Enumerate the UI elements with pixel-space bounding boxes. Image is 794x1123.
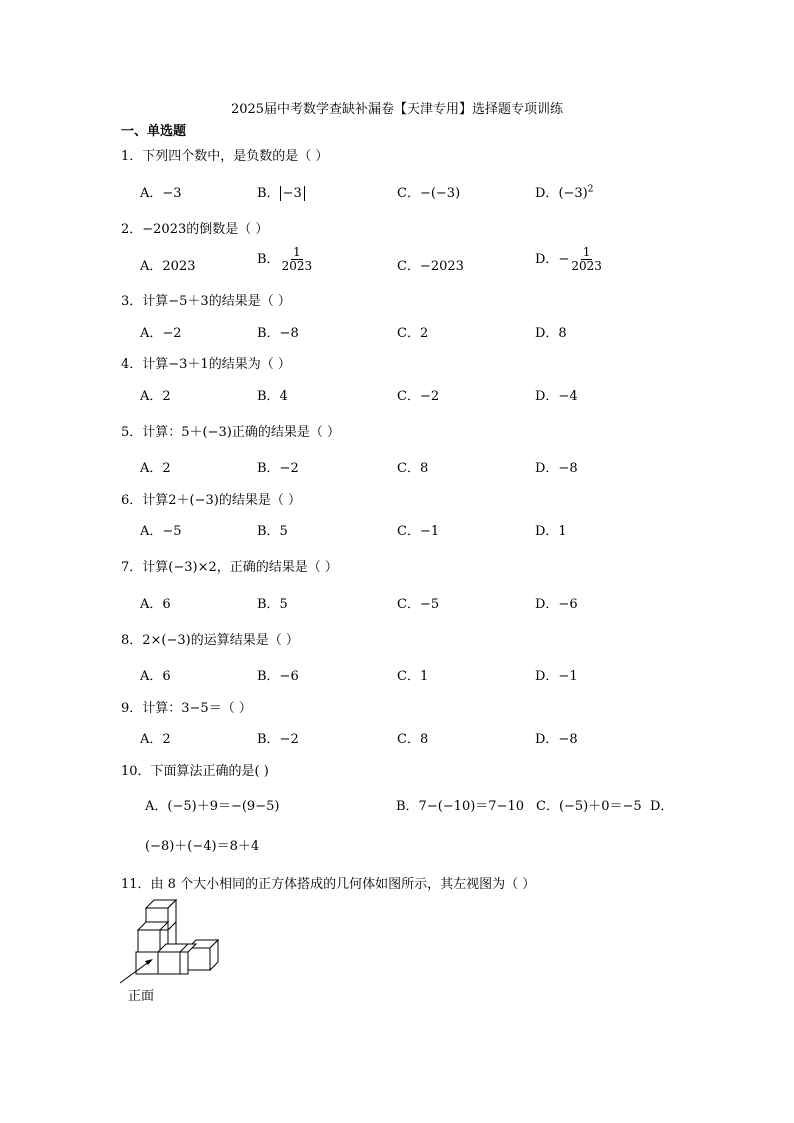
section-heading: 一、单选题: [121, 124, 187, 139]
q2-option-a[interactable]: A．2023: [140, 259, 196, 274]
q10-option-b[interactable]: B．7−(−10)＝7−10: [396, 799, 525, 814]
q5-option-a[interactable]: A．2: [140, 461, 171, 476]
q4-option-b[interactable]: B．4: [257, 389, 288, 404]
q7-option-d[interactable]: D．−6: [535, 597, 578, 612]
q5-option-b[interactable]: B．−2: [257, 461, 299, 476]
q9-option-d[interactable]: D．−8: [535, 732, 578, 747]
q1-option-a[interactable]: A．−3: [140, 186, 182, 201]
question-9: 9．计算：3−5＝（ ）: [121, 701, 252, 716]
q1-option-d[interactable]: D．$(-3)^2$: [535, 184, 594, 201]
question-7: 7．计算(−3)×2，正确的结果是（ ）: [121, 560, 338, 575]
document-title: 2025届中考数学查缺补漏卷【天津专用】选择题专项训练: [230, 102, 564, 117]
q6-option-c[interactable]: C．−1: [397, 524, 440, 539]
fraction: $\frac{1}{2023}$: [281, 245, 313, 274]
q1-option-c[interactable]: C．−(−3): [397, 186, 461, 201]
q3-option-a[interactable]: A．−2: [140, 326, 182, 341]
q10-option-d[interactable]: D．: [650, 799, 674, 814]
q6-option-d[interactable]: D．1: [535, 524, 567, 539]
q7-option-c[interactable]: C．−5: [397, 597, 440, 612]
q7-option-a[interactable]: A．6: [140, 597, 171, 612]
q6-option-a[interactable]: A．−5: [140, 524, 182, 539]
q2-option-c[interactable]: C．−2023: [397, 259, 464, 274]
fraction: $\frac{1}{2023}$: [571, 245, 602, 274]
q9-option-a[interactable]: A．2: [140, 732, 171, 747]
q9-option-c[interactable]: C．8: [397, 732, 429, 747]
question-8: 8．2×(−3)的运算结果是（ ）: [121, 633, 299, 648]
q8-option-a[interactable]: A．6: [140, 669, 171, 684]
q4-option-c[interactable]: C．−2: [397, 389, 440, 404]
question-1: 1．下列四个数中，是负数的是（ ）: [121, 149, 329, 164]
q7-option-b[interactable]: B．5: [257, 597, 288, 612]
question-4: 4．计算−3＋1的结果为（ ）: [121, 357, 291, 372]
q1-option-b[interactable]: B． −3: [257, 182, 305, 201]
q10-option-d-expression: (−8)＋(−4)＝8＋4: [145, 839, 260, 854]
q10-option-c[interactable]: C．(−5)＋0＝−5: [536, 799, 642, 814]
q8-option-d[interactable]: D．−1: [535, 669, 578, 684]
question-3: 3．计算−5＋3的结果是（ ）: [121, 294, 291, 309]
q3-option-b[interactable]: B．−8: [257, 326, 299, 341]
question-11: 11．由 8 个大小相同的正方体搭成的几何体如图所示，其左视图为（ ）: [121, 877, 536, 892]
q4-option-d[interactable]: D．−4: [535, 389, 578, 404]
question-10: 10．下面算法正确的是( ): [121, 764, 269, 779]
cube-stack-figure: [115, 893, 225, 988]
q10-option-a[interactable]: A．(−5)＋9＝−(9−5): [145, 799, 280, 814]
q8-option-b[interactable]: B．−6: [257, 669, 299, 684]
abs-expression: −3: [280, 186, 305, 201]
q8-option-c[interactable]: C．1: [397, 669, 429, 684]
question-6: 6．计算2＋(−3)的结果是（ ）: [121, 493, 301, 508]
figure-label: 正面: [128, 989, 155, 1004]
q5-option-d[interactable]: D．−8: [535, 461, 578, 476]
q4-option-a[interactable]: A．2: [140, 389, 171, 404]
q9-option-b[interactable]: B．−2: [257, 732, 299, 747]
q3-option-c[interactable]: C．2: [397, 326, 429, 341]
q3-option-d[interactable]: D．8: [535, 326, 567, 341]
question-5: 5．计算：5＋(−3)正确的结果是（ ）: [121, 425, 340, 440]
question-2: 2．−2023的倒数是（ ）: [121, 222, 269, 237]
q6-option-b[interactable]: B．5: [257, 524, 288, 539]
q5-option-c[interactable]: C．8: [397, 461, 429, 476]
q2-option-b[interactable]: B． $\frac{1}{2023}$: [257, 245, 313, 274]
q2-option-d[interactable]: D．− $\frac{1}{2023}$: [535, 245, 602, 274]
